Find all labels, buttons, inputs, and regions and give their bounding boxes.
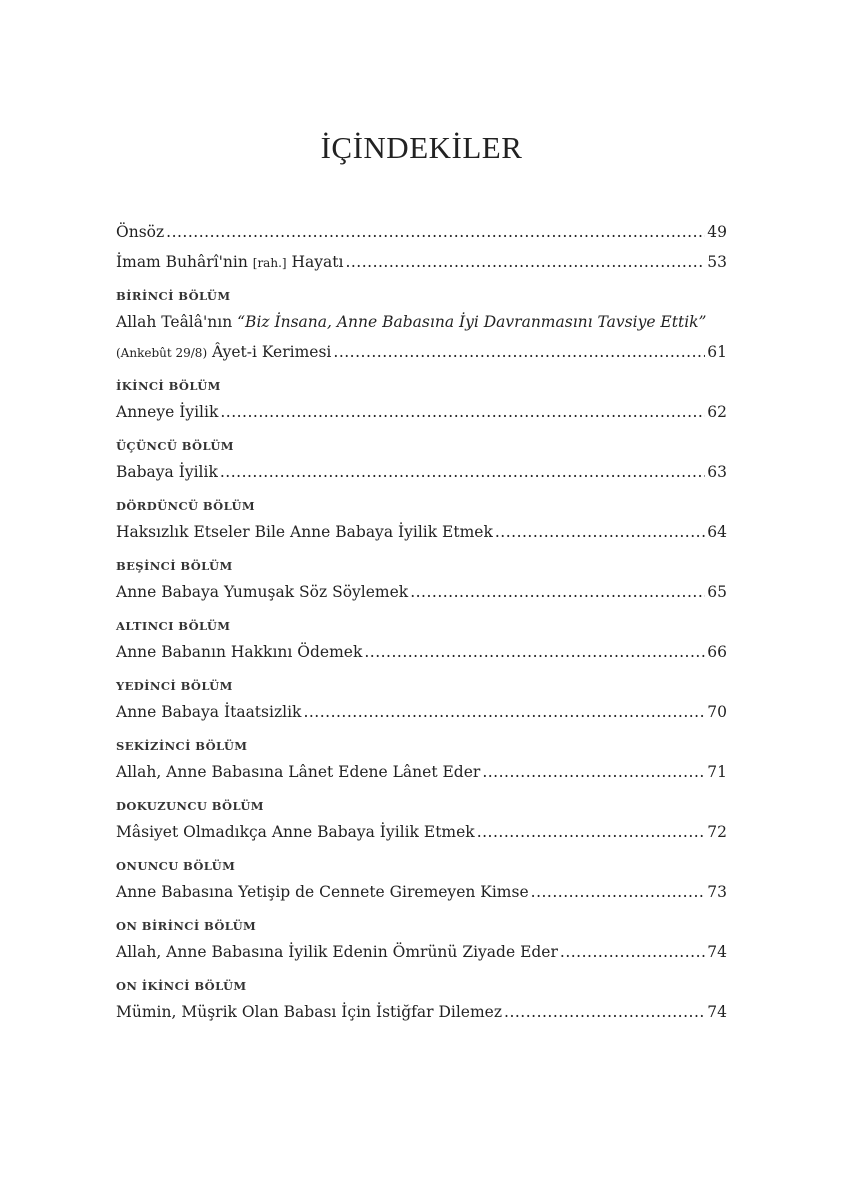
toc-entry <box>116 640 727 664</box>
section-heading: SEKİZİNCİ BÖLÜM <box>116 739 248 753</box>
toc-page-number: 62 <box>707 403 727 421</box>
dot-leader <box>220 400 705 424</box>
toc-entry-text: Anne Babasına Yetişip de Cennete Giremeyen Kimse <box>116 883 529 901</box>
toc-entry-onsoz <box>116 220 727 244</box>
toc-section-8 <box>116 738 727 784</box>
toc-entry <box>116 880 727 904</box>
toc-entry-text: Anne Babanın Hakkını Ödemek <box>116 643 363 661</box>
toc-page-number: 73 <box>707 883 727 901</box>
table-of-contents <box>116 220 727 1024</box>
toc-section-1 <box>116 288 727 364</box>
dot-leader <box>477 820 706 844</box>
toc-section-5 <box>116 558 727 604</box>
toc-entry-text: Önsöz <box>116 223 165 241</box>
toc-section-3 <box>116 438 727 484</box>
toc-entry-text: Allah, Anne Babasına İyilik Edenin Ömrünü Ziyade Eder <box>116 943 558 961</box>
toc-entry <box>116 700 727 724</box>
toc-entry <box>116 580 727 604</box>
section-heading: BEŞİNCİ BÖLÜM <box>116 559 233 573</box>
dot-leader <box>495 520 705 544</box>
dot-leader <box>560 940 705 964</box>
toc-entry <box>116 400 727 424</box>
dot-leader <box>166 220 705 244</box>
section-heading: ON BİRİNCİ BÖLÜM <box>116 919 257 933</box>
dot-leader <box>303 700 705 724</box>
toc-section-12 <box>116 978 727 1024</box>
dot-leader <box>482 760 705 784</box>
toc-section-2 <box>116 378 727 424</box>
section-heading: İKİNCİ BÖLÜM <box>116 379 221 393</box>
toc-section-10 <box>116 858 727 904</box>
toc-entry-quote: “Biz İnsana, Anne Babasına İyi Davranmasını Tavsiye Ettik” <box>237 313 707 331</box>
toc-page-number: 72 <box>707 823 727 841</box>
toc-entry-text: Anne Babaya İtaatsizlik <box>116 703 302 721</box>
dot-leader <box>333 340 705 364</box>
section-heading: ON İKİNCİ BÖLÜM <box>116 979 247 993</box>
toc-entry <box>116 520 727 544</box>
toc-section-7 <box>116 678 727 724</box>
section-heading: ÜÇÜNCÜ BÖLÜM <box>116 439 234 453</box>
dot-leader <box>220 460 705 484</box>
toc-entry-text: Allah, Anne Babasına Lânet Edene Lânet Eder <box>116 763 481 781</box>
dot-leader <box>345 250 705 274</box>
toc-entry-text: Babaya İyilik <box>116 463 218 481</box>
toc-page-number: 61 <box>707 343 727 361</box>
toc-page-number: 64 <box>707 523 727 541</box>
toc-entry-text-post: Hayatı <box>286 253 344 271</box>
dot-leader <box>364 640 705 664</box>
toc-entry-text-pre: İmam Buhârî'nin <box>116 253 253 271</box>
toc-entry-line-2 <box>116 340 727 364</box>
toc-entry <box>116 460 727 484</box>
section-heading: BİRİNCİ BÖLÜM <box>116 289 231 303</box>
toc-entry-reference: (Ankebût 29/8) <box>116 346 208 360</box>
toc-entry <box>116 820 727 844</box>
toc-entry-text <box>116 250 343 275</box>
toc-entry <box>116 940 727 964</box>
toc-entry <box>116 1000 727 1024</box>
toc-page-number: 66 <box>707 643 727 661</box>
toc-section-4 <box>116 498 727 544</box>
toc-entry-text-post: Âyet-i Kerimesi <box>207 343 332 361</box>
toc-section-11 <box>116 918 727 964</box>
toc-entry-line-1 <box>116 310 727 334</box>
toc-entry <box>116 760 727 784</box>
toc-entry-imam-buhari <box>116 250 727 274</box>
toc-entry-text: Mümin, Müşrik Olan Babası İçin İstiğfar Dilemez <box>116 1003 503 1021</box>
page-title: İÇİNDEKİLER <box>320 130 523 165</box>
toc-entry-text: Haksızlık Etseler Bile Anne Babaya İyilik Etmek <box>116 523 493 541</box>
toc-entry-text: Anne Babaya Yumuşak Söz Söylemek <box>116 583 409 601</box>
dot-leader <box>410 580 705 604</box>
toc-entry-text: Anneye İyilik <box>116 403 219 421</box>
section-heading: ONUNCU BÖLÜM <box>116 859 236 873</box>
section-heading: YEDİNCİ BÖLÜM <box>116 679 233 693</box>
toc-section-6 <box>116 618 727 664</box>
section-heading: DOKUZUNCU BÖLÜM <box>116 799 264 813</box>
toc-page-number: 74 <box>707 1003 727 1021</box>
dot-leader <box>531 880 706 904</box>
toc-entry-text: Mâsiyet Olmadıkça Anne Babaya İyilik Etmek <box>116 823 475 841</box>
toc-page-number: 63 <box>707 463 727 481</box>
toc-page-number: 70 <box>707 703 727 721</box>
toc-page-number: 71 <box>707 763 727 781</box>
toc-page-number: 65 <box>707 583 727 601</box>
toc-entry-text-pre: Allah Teâlâ'nın <box>116 313 238 331</box>
section-heading: ALTINCI BÖLÜM <box>116 619 231 633</box>
section-heading: DÖRDÜNCÜ BÖLÜM <box>116 499 256 513</box>
toc-page-number: 74 <box>707 943 727 961</box>
toc-entry-text <box>116 340 331 365</box>
toc-page-number: 49 <box>707 223 727 241</box>
dot-leader <box>504 1000 705 1024</box>
toc-section-9 <box>116 798 727 844</box>
toc-page-number: 53 <box>707 253 727 271</box>
toc-entry-abbrev: [rah.] <box>252 256 287 270</box>
